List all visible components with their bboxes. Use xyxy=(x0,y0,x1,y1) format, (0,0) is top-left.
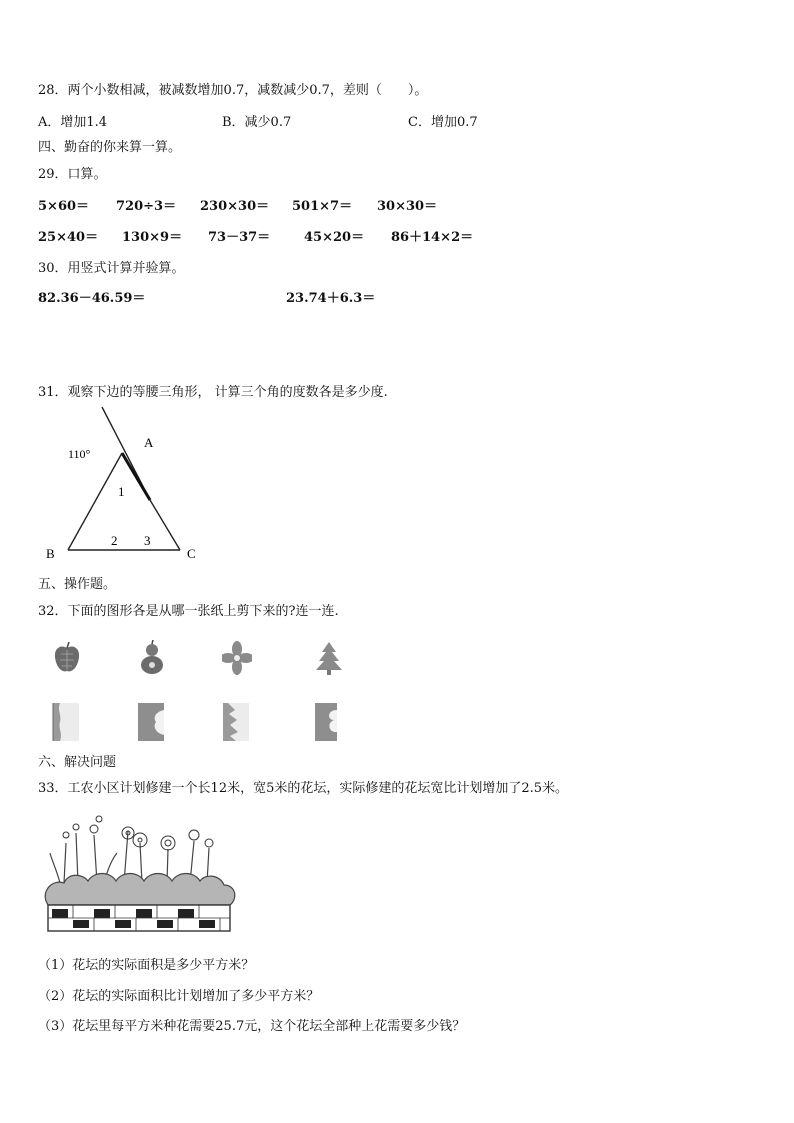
vertex-c-label: C xyxy=(187,546,196,561)
option-b: B．减少0.7 xyxy=(222,115,292,130)
tree-icon xyxy=(314,640,344,676)
section-5-heading: 五、操作题。 xyxy=(38,577,117,592)
calc-item: 130×9＝ xyxy=(122,230,183,245)
paper-cut-c xyxy=(222,702,252,742)
question-31: 31．观察下边的等腰三角形， 计算三个角的度数各是多少度. xyxy=(38,385,388,400)
sub-question-2: （2）花坛的实际面积比计划增加了多少平方米？ xyxy=(38,989,320,1004)
apple-icon xyxy=(52,640,82,676)
flower-icon xyxy=(222,640,252,676)
angle-1-label: 1 xyxy=(118,484,125,499)
angle-3-label: 3 xyxy=(144,533,151,548)
calc-item: 230×30＝ xyxy=(200,199,270,214)
vertical-calc-item: 23.74＋6.3＝ xyxy=(286,291,376,306)
vertex-a-label: A xyxy=(144,435,154,450)
sub-question-3: （3）花坛里每平方米种花需要25.7元，这个花坛全部种上花需要多少钱？ xyxy=(38,1019,466,1034)
calc-item: 30×30＝ xyxy=(377,199,438,214)
gourd-icon xyxy=(137,640,167,676)
paper-cut-a xyxy=(52,702,82,742)
angle-2-label: 2 xyxy=(111,533,118,548)
sub-question-1: （1）花坛的实际面积是多少平方米？ xyxy=(38,958,255,973)
section-6-heading: 六、解决问题 xyxy=(38,755,117,770)
side-ac xyxy=(150,500,180,550)
flower-bed-illustration xyxy=(42,813,240,938)
question-33: 33．工农小区计划修建一个长12米，宽5米的花坛，实际修建的花坛宽比计划增加了2.5米。 xyxy=(38,781,569,796)
question-29-title: 29．口算。 xyxy=(38,167,107,182)
calc-item: 5×60＝ xyxy=(38,199,90,214)
calc-item: 45×20＝ xyxy=(304,230,365,245)
option-c: C．增加0.7 xyxy=(408,115,478,130)
section-4-heading: 四、勤奋的你来算一算。 xyxy=(38,140,182,155)
paper-cut-b xyxy=(137,702,167,742)
question-32: 32．下面的图形各是从哪一张纸上剪下来的?连一连. xyxy=(38,604,339,619)
angle-label: 110° xyxy=(68,447,91,461)
question-30-title: 30．用竖式计算并验算。 xyxy=(38,261,185,276)
calc-item: 86＋14×2＝ xyxy=(391,230,474,245)
question-28: 28．两个小数相减，被减数增加0.7，减数减少0.7，差则（ ）。 xyxy=(38,83,428,98)
vertex-b-label: B xyxy=(46,546,55,561)
isosceles-triangle-figure xyxy=(40,405,210,570)
vertical-calc-item: 82.36－46.59＝ xyxy=(38,291,146,306)
calc-item: 720÷3＝ xyxy=(116,199,177,214)
paper-cut-d xyxy=(314,702,344,742)
calc-item: 501×7＝ xyxy=(292,199,353,214)
calc-item: 25×40＝ xyxy=(38,230,99,245)
calc-item: 73－37＝ xyxy=(208,230,271,245)
option-a: A．增加1.4 xyxy=(38,115,108,130)
